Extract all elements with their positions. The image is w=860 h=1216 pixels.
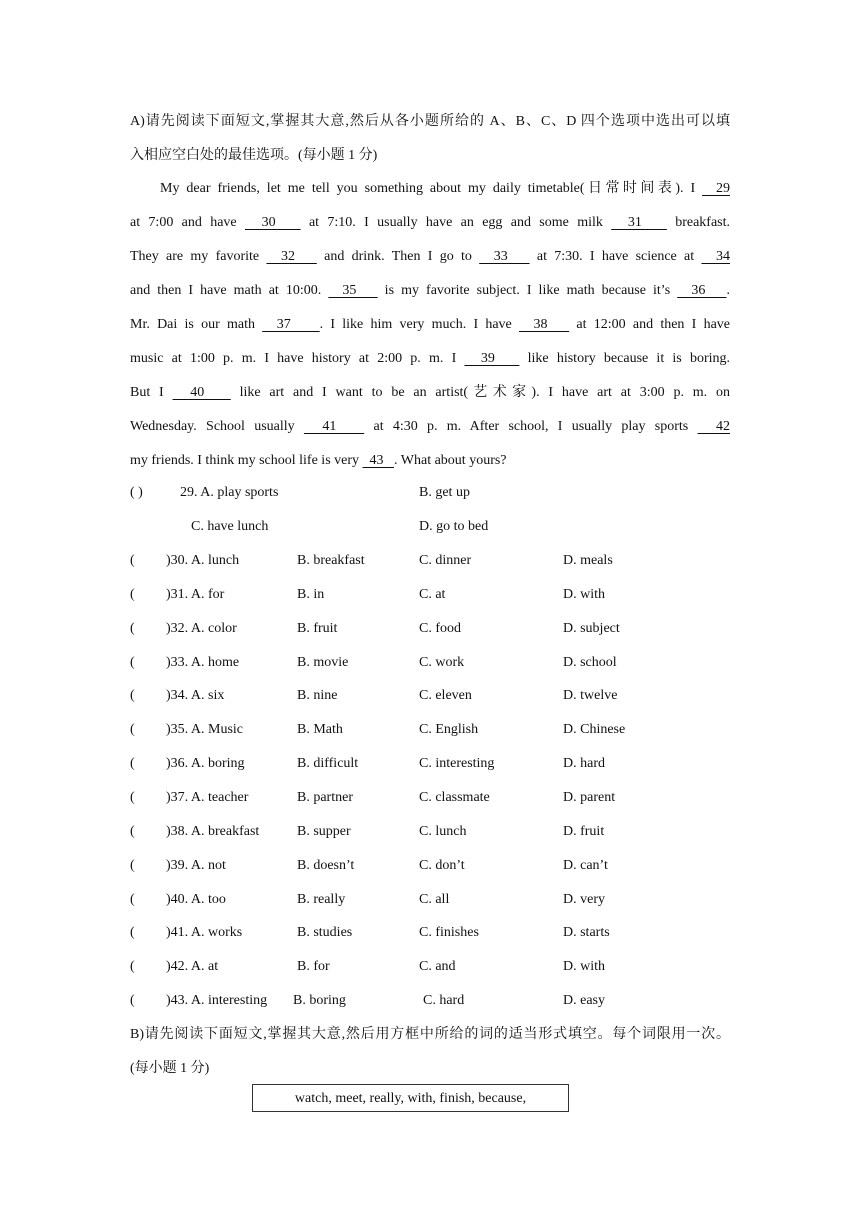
blank: 35 (328, 283, 378, 298)
option-c: C. English (419, 722, 479, 738)
passage-line (130, 247, 730, 267)
option-c: C. food (419, 620, 461, 636)
option-a: )35. A. Music (166, 722, 243, 738)
option-b: B. movie (297, 654, 349, 670)
passage-line (160, 179, 730, 199)
option-d: D. Chinese (563, 722, 626, 738)
passage-text: Mr. Dai is our math (130, 317, 263, 332)
passage-line (130, 213, 730, 233)
passage-text: . I like him very much. I have (319, 317, 520, 332)
blank: 37 (262, 317, 320, 332)
option-a: )37. A. teacher (166, 789, 249, 805)
question-row (130, 720, 730, 740)
passage-text: breakfast. (666, 215, 731, 230)
blank: 41 (303, 419, 365, 434)
passage-text: is my favorite subject. I like math because it’s (377, 283, 678, 298)
answer-paren: ( (130, 823, 135, 839)
answer-paren: ( (130, 789, 135, 805)
passage-line (130, 383, 730, 403)
passage-text: music at 1:00 p. m. I have history at 2:00 p. m. I (130, 351, 465, 366)
option-b: B. in (297, 586, 325, 602)
question-29-row-2 (130, 517, 730, 537)
blank: 32 (266, 249, 317, 264)
answer-paren: ( (130, 654, 135, 670)
passage-line (130, 281, 730, 301)
blank: 33 (479, 249, 530, 264)
option-b: B. supper (297, 823, 351, 839)
option-b: B. get up (419, 485, 470, 500)
blank: 29 (702, 181, 731, 196)
option-b: B. studies (297, 925, 353, 941)
passage-text: at 4:30 p. m. After school, I usually play sports (364, 419, 698, 434)
question-29-row-1 (130, 483, 730, 503)
question-row (130, 619, 730, 639)
question-row (130, 923, 730, 943)
question-row (130, 788, 730, 808)
option-c: C. all (419, 891, 450, 907)
answer-paren: ( (130, 553, 135, 568)
passage-line (130, 315, 730, 335)
option-d: D. starts (563, 925, 610, 941)
answer-paren: ( (130, 857, 135, 873)
option-a: )32. A. color (166, 620, 237, 636)
answer-paren: ( (130, 688, 135, 704)
option-c: C. don’t (419, 857, 465, 873)
option-c: C. eleven (419, 688, 472, 704)
option-a: )34. A. six (166, 688, 225, 704)
option-a: )33. A. home (166, 654, 240, 670)
passage-line (130, 417, 730, 437)
option-c: C. work (419, 654, 465, 670)
option-b: B. doesn’t (297, 857, 355, 873)
section-a-instruction-line-2: 入相应空白处的最佳选项。(每小题 1 分) (130, 148, 378, 163)
blank: 42 (697, 419, 731, 434)
option-a: )39. A. not (166, 857, 226, 873)
option-d: D. with (563, 586, 605, 602)
option-b: B. for (297, 959, 330, 975)
passage-text: like history because it is boring. (519, 351, 731, 366)
option-d: D. very (563, 891, 605, 907)
option-a: )40. A. too (166, 891, 226, 907)
option-d: D. with (563, 959, 605, 975)
passage-text: at 12:00 and then I have (569, 317, 730, 332)
option-b: B. fruit (297, 620, 338, 636)
question-row (130, 957, 730, 977)
option-d: D. go to bed (419, 519, 489, 534)
answer-paren: ( (130, 756, 135, 772)
option-d: D. can’t (563, 857, 608, 873)
option-a: )31. A. for (166, 586, 225, 602)
option-c: C. classmate (419, 789, 490, 805)
option-c: C. lunch (419, 823, 467, 839)
passage-text: My dear friends, let me tell you something about my daily timetable(日常时间表). I (160, 181, 703, 196)
passage-text: like art and I want to be an artist(艺术家). I have art at 3:00 p. m. on (230, 385, 731, 400)
question-row (130, 822, 730, 842)
option-a: )30. A. lunch (166, 553, 240, 568)
passage-text: at 7:10. I usually have an egg and some milk (300, 215, 612, 230)
section-a-instruction-line-1: A)请先阅读下面短文,掌握其大意,然后从各小题所给的 A、B、C、D 四个选项中选出可以填 (130, 114, 730, 129)
option-d: D. parent (563, 789, 616, 805)
option-c: C. dinner (419, 553, 472, 568)
option-c: C. finishes (419, 925, 479, 941)
option-d: D. easy (563, 993, 605, 1009)
question-row (130, 653, 730, 673)
passage-line (130, 451, 730, 471)
passage-text: Wednesday. School usually (130, 419, 304, 434)
passage-text: and then I have math at 10:00. (130, 283, 329, 298)
option-b: B. boring (293, 993, 346, 1009)
option-d: D. hard (563, 756, 605, 772)
option-b: B. breakfast (297, 553, 365, 568)
answer-paren: ( (130, 959, 135, 975)
option-d: D. twelve (563, 688, 618, 704)
passage-text: at 7:30. I have science at (529, 249, 702, 264)
option-b: B. really (297, 891, 346, 907)
blank: 34 (701, 249, 731, 264)
option-d: D. meals (563, 553, 613, 568)
blank: 31 (611, 215, 667, 230)
option-b: B. Math (297, 722, 343, 738)
option-d: D. school (563, 654, 617, 670)
option-c: C. at (419, 586, 446, 602)
option-a: )42. A. at (166, 959, 219, 975)
option-a: )41. A. works (166, 925, 243, 941)
passage-text: . (726, 283, 731, 298)
option-b: B. difficult (297, 756, 359, 772)
passage-text: . What about yours? (394, 453, 507, 468)
answer-paren: ( (130, 586, 135, 602)
question-row (130, 890, 730, 910)
passage-text: and drink. Then I go to (316, 249, 480, 264)
answer-paren: ( (130, 891, 135, 907)
passage-text: my friends. I think my school life is very (130, 453, 363, 468)
answer-paren: ( (130, 925, 135, 941)
option-d: D. subject (563, 620, 620, 636)
blank: 39 (464, 351, 520, 366)
passage-text: They are my favorite (130, 249, 267, 264)
question-row (130, 551, 730, 571)
blank: 36 (677, 283, 727, 298)
question-row (130, 754, 730, 774)
question-row (130, 686, 730, 706)
option-a: )38. A. breakfast (166, 823, 260, 839)
passage-text: But I (130, 385, 173, 400)
blank: 40 (172, 385, 231, 400)
option-a: )43. A. interesting (166, 993, 268, 1009)
option-d: D. fruit (563, 823, 605, 839)
section-b-instruction-line-2: (每小题 1 分) (130, 1061, 210, 1076)
question-row (130, 585, 730, 605)
option-b: B. partner (297, 789, 353, 805)
answer-paren: ( (130, 620, 135, 636)
option-c: C. have lunch (191, 519, 269, 534)
answer-paren: ( (130, 722, 135, 738)
option-a: 29. A. play sports (180, 485, 279, 500)
blank: 30 (244, 215, 301, 230)
answer-paren: ( (130, 993, 135, 1009)
passage-text: at 7:00 and have (130, 215, 245, 230)
option-c: C. and (419, 959, 456, 975)
option-c: C. interesting (419, 756, 495, 772)
passage-line (130, 349, 730, 369)
blank: 38 (519, 317, 570, 332)
option-c: C. hard (423, 993, 465, 1009)
question-row (130, 991, 730, 1011)
option-a: )36. A. boring (166, 756, 245, 772)
word-box: watch, meet, really, with, finish, because, (252, 1084, 569, 1112)
section-b-instruction-line-1: B)请先阅读下面短文,掌握其大意,然后用方框中所给的词的适当形式填空。每个词限用一次。 (130, 1027, 730, 1042)
blank: 43 (362, 453, 395, 468)
question-row (130, 856, 730, 876)
answer-paren: ( ) (130, 485, 143, 500)
option-b: B. nine (297, 688, 338, 704)
